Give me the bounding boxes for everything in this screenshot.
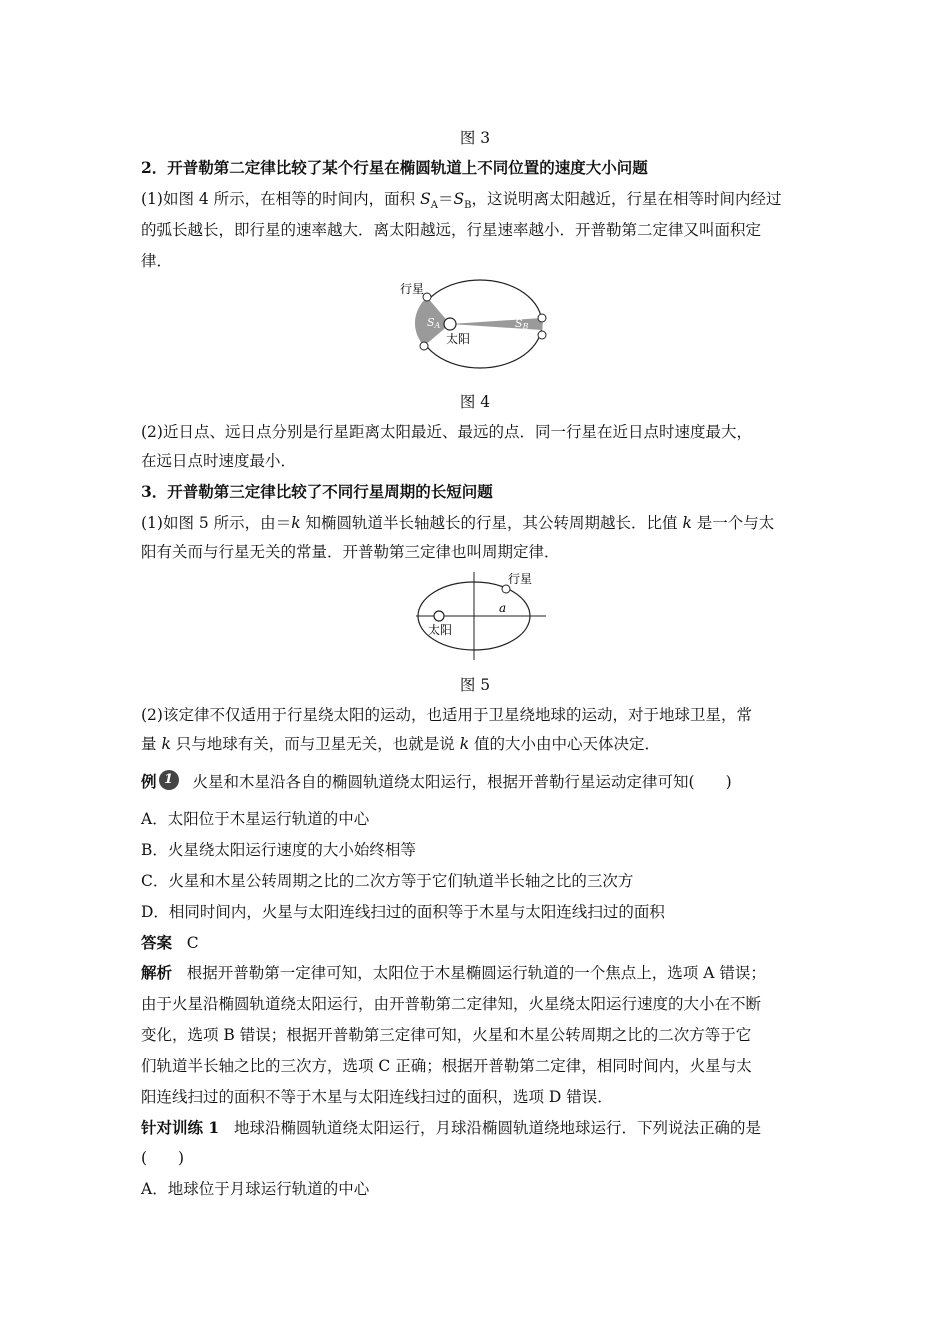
area-symbol-a: S [420,190,431,208]
text-run: ，这说明离太阳越近，行星在相等时间内经过 [471,190,782,208]
planet-dot [502,585,510,593]
practice-label: 针对训练 1 [141,1118,220,1137]
practice-paren: ( ) [141,1149,185,1167]
fig3-caption: 图 3 [459,129,491,147]
analysis-line2: 由于火星沿椭圆轨道绕太阳运行，由开普勒第二定律知，火星绕太阳运行速度的大小在不断 [141,995,762,1013]
subscript-b: B [464,200,472,212]
figure-5-diagram [410,568,550,664]
constant-k: k [682,514,692,532]
planet-dot [420,342,428,350]
option-b: B．火星绕太阳运行速度的大小始终相等 [141,841,416,859]
example-label: 例 [141,772,157,791]
sec2-p2-line2: 在远日点时速度最小． [141,452,297,470]
analysis-text: 根据开普勒第一定律可知，太阳位于木星椭圆运行轨道的一个焦点上，选项 A 错误； [186,964,766,982]
equals-sign: ＝ [275,514,292,532]
option-a: A．太阳位于木星运行轨道的中心 [141,810,370,828]
area-sector-b [450,318,543,330]
sec2-p2-line1: (2)近日点、远日点分别是行星距离太阳最近、最远的点．同一行星在近日点时速度最大， [141,423,752,441]
sun-icon [444,318,456,330]
sec2-p1-line1 [141,188,781,217]
analysis-line4: 们轨道半长轴之比的三次方，选项 C 正确；根据开普勒第二定律，相同时间内，火星与太 [141,1057,752,1075]
sec2-p1-line2: 的弧长越长，即行星的速率越大．离太阳越远，行星速率越小．开普勒第二定律又叫面积定 [141,221,762,239]
analysis-line1 [141,962,766,984]
planet-label: 行星 [508,572,533,586]
example-number-badge: 1 [159,770,179,790]
sun-label: 太阳 [428,623,453,637]
sec3-p1-line1 [141,512,774,534]
text-run: 是一个与太 [691,514,775,532]
sec3-p1-line2: 阳有关而与行星无关的常量．开普勒第三定律也叫周期定律． [141,543,560,561]
planet-dot [538,314,546,322]
section2-heading: 2．开普勒第二定律比较了某个行星在椭圆轨道上不同位置的速度大小问题 [141,158,648,177]
sec2-p1-line3: 律． [141,252,173,270]
sec3-p2-line1: (2)该定律不仅适用于行星绕太阳的运动，也适用于卫星绕地球的运动，对于地球卫星，常 [141,706,752,724]
text-run: 量 [141,735,162,753]
practice-question: 地球沿椭圆轨道绕太阳运行，月球沿椭圆轨道绕地球运行．下列说法正确的是 [233,1119,761,1137]
text-run: 知椭圆轨道半长轴越长的行星，其公转周期越长．比值 [300,514,683,532]
example-question-line [141,770,732,793]
answer-label: 答案 [141,933,173,952]
text-run: 值的大小由中心天体决定． [469,735,661,753]
equals-sign: ＝ [437,190,454,208]
answer-line [141,932,199,954]
text-run: 只与地球有关，而与卫星无关，也就是说 [170,735,460,753]
answer-value: C [186,934,199,952]
text-run: (1)如图 5 所示，由 [141,514,276,532]
planet-label: 行星 [400,282,425,296]
fig5-caption: 图 5 [459,676,491,694]
practice-question-line [141,1117,761,1139]
sa-label: SA [427,316,441,330]
planet-dot [538,331,546,339]
planet-dot [423,293,431,301]
analysis-label: 解析 [141,963,173,982]
option-d: D．相同时间内，火星与太阳连线扫过的面积等于木星与太阳连线扫过的面积 [141,903,665,921]
sb-label: SB [515,317,529,331]
subscript-a: A [430,200,438,212]
option-c: C．火星和木星公转周期之比的二次方等于它们轨道半长轴之比的三次方 [141,872,634,890]
sun-icon [434,611,444,621]
section3-heading: 3．开普勒第三定律比较了不同行星周期的长短问题 [141,482,493,501]
constant-k: k [161,735,171,753]
fig4-caption: 图 4 [459,393,491,411]
figure-4-diagram [390,276,570,376]
area-symbol-b: S [453,190,465,208]
constant-k: k [459,735,470,753]
practice-option-a: A．地球位于月球运行轨道的中心 [141,1180,370,1198]
sun-label: 太阳 [446,332,471,346]
constant-k: k [291,514,301,532]
sec3-p2-line2 [141,733,660,755]
analysis-line5: 阳连线扫过的面积不等于木星与太阳连线扫过的面积，选项 D 错误． [141,1088,613,1106]
text-run: (1)如图 4 所示，在相等的时间内，面积 [141,190,421,208]
semi-major-axis-label: a [499,601,507,615]
analysis-line3: 变化，选项 B 错误；根据开普勒第三定律可知，火星和木星公转周期之比的二次方等于它 [141,1026,752,1044]
example-question: 火星和木星沿各自的椭圆轨道绕太阳运行，根据开普勒行星运动定律可知( ) [192,773,732,791]
